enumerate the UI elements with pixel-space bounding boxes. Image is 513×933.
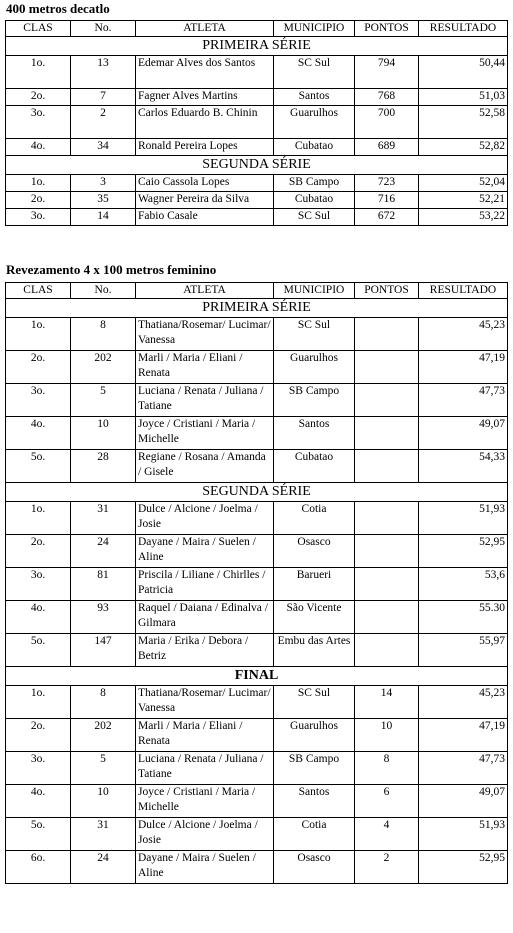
cell-atleta: Thatiana/Rosemar/ Lucimar/ Vanessa (136, 686, 274, 719)
table-row (6, 175, 508, 192)
cell-atleta: Dulce / Alcione / Joelma / Josie (136, 502, 274, 535)
cell-pontos (355, 450, 419, 483)
cell-pontos: 794 (355, 56, 419, 89)
cell-municipio: SC Sul (274, 686, 355, 719)
cell-resultado: 52,95 (419, 851, 508, 884)
table-row (6, 450, 508, 483)
header-clas: CLAS (6, 283, 71, 299)
cell-no: 202 (71, 719, 136, 752)
table-row (6, 851, 508, 884)
cell-clas: 5o. (6, 634, 71, 667)
cell-pontos: 700 (355, 106, 419, 139)
cell-resultado: 53,6 (419, 568, 508, 601)
cell-atleta: Regiane / Rosana / Amanda / Gisele (136, 450, 274, 483)
section-title-decatlo: 400 metros decatlo (6, 1, 110, 16)
cell-pontos: 10 (355, 719, 419, 752)
cell-municipio: Guarulhos (274, 106, 355, 139)
cell-no: 13 (71, 56, 136, 89)
table-row (6, 417, 508, 450)
cell-pontos: 716 (355, 192, 419, 209)
cell-atleta: Raquel / Daiana / Edinalva / Gilmara (136, 601, 274, 634)
cell-municipio: SC Sul (274, 209, 355, 226)
cell-pontos (355, 318, 419, 351)
cell-no: 28 (71, 450, 136, 483)
table-row (6, 601, 508, 634)
cell-no: 5 (71, 752, 136, 785)
cell-no: 24 (71, 851, 136, 884)
table-row (6, 785, 508, 818)
cell-no: 8 (71, 318, 136, 351)
cell-pontos: 14 (355, 686, 419, 719)
cell-municipio: SC Sul (274, 318, 355, 351)
cell-clas: 5o. (6, 450, 71, 483)
cell-resultado: 54,33 (419, 450, 508, 483)
table-row (6, 818, 508, 851)
cell-clas: 1o. (6, 175, 71, 192)
cell-resultado: 50,44 (419, 56, 508, 89)
table-row (6, 719, 508, 752)
cell-municipio: Barueri (274, 568, 355, 601)
table-row (6, 192, 508, 209)
cell-atleta: Fagner Alves Martins (136, 89, 274, 106)
cell-clas: 3o. (6, 384, 71, 417)
header-resultado: RESULTADO (419, 283, 508, 299)
header-resultado: RESULTADO (419, 21, 508, 37)
series-heading-row (6, 299, 508, 318)
table-row (6, 502, 508, 535)
table-row (6, 209, 508, 226)
table-row (6, 686, 508, 719)
cell-atleta: Priscila / Liliane / Chirlles / Patricia (136, 568, 274, 601)
header-no: No. (71, 283, 136, 299)
cell-no: 3 (71, 175, 136, 192)
cell-municipio: SB Campo (274, 384, 355, 417)
cell-pontos: 8 (355, 752, 419, 785)
cell-atleta: Maria / Erika / Debora / Betriz (136, 634, 274, 667)
cell-resultado: 52,82 (419, 139, 508, 156)
cell-resultado: 51,93 (419, 818, 508, 851)
cell-resultado: 53,22 (419, 209, 508, 226)
table-row (6, 56, 508, 89)
cell-clas: 4o. (6, 139, 71, 156)
cell-atleta: Marli / Maria / Eliani / Renata (136, 719, 274, 752)
cell-municipio: São Vicente (274, 601, 355, 634)
series-heading: FINAL (6, 667, 508, 686)
cell-pontos (355, 634, 419, 667)
cell-clas: 3o. (6, 568, 71, 601)
cell-municipio: Osasco (274, 851, 355, 884)
cell-no: 34 (71, 139, 136, 156)
cell-resultado: 52,04 (419, 175, 508, 192)
cell-pontos (355, 502, 419, 535)
cell-clas: 2o. (6, 192, 71, 209)
cell-pontos: 6 (355, 785, 419, 818)
cell-clas: 2o. (6, 535, 71, 568)
cell-no: 31 (71, 502, 136, 535)
cell-resultado: 51,93 (419, 502, 508, 535)
cell-clas: 4o. (6, 601, 71, 634)
cell-no: 8 (71, 686, 136, 719)
cell-resultado: 45,23 (419, 318, 508, 351)
table-row (6, 106, 508, 139)
table-header-row (6, 283, 508, 299)
cell-pontos (355, 601, 419, 634)
series-heading-row (6, 483, 508, 502)
table-header-row (6, 21, 508, 37)
header-atleta: ATLETA (136, 283, 274, 299)
cell-municipio: SC Sul (274, 56, 355, 89)
cell-no: 24 (71, 535, 136, 568)
cell-municipio: Cotia (274, 818, 355, 851)
cell-resultado: 55.30 (419, 601, 508, 634)
cell-clas: 4o. (6, 785, 71, 818)
series-heading: PRIMEIRA SÉRIE (6, 299, 508, 318)
cell-pontos (355, 417, 419, 450)
cell-clas: 4o. (6, 417, 71, 450)
cell-no: 81 (71, 568, 136, 601)
cell-municipio: Cubatao (274, 139, 355, 156)
cell-pontos: 672 (355, 209, 419, 226)
cell-resultado: 51,03 (419, 89, 508, 106)
table-row (6, 89, 508, 106)
cell-clas: 1o. (6, 502, 71, 535)
cell-resultado: 52,21 (419, 192, 508, 209)
cell-resultado: 47,73 (419, 752, 508, 785)
table-row (6, 139, 508, 156)
cell-clas: 6o. (6, 851, 71, 884)
cell-atleta: Luciana / Renata / Juliana / Tatiane (136, 384, 274, 417)
cell-resultado: 47,73 (419, 384, 508, 417)
cell-pontos (355, 351, 419, 384)
header-atleta: ATLETA (136, 21, 274, 37)
series-heading-row (6, 156, 508, 175)
cell-pontos: 4 (355, 818, 419, 851)
header-pontos: PONTOS (355, 283, 419, 299)
cell-no: 2 (71, 106, 136, 139)
cell-pontos (355, 384, 419, 417)
series-heading: PRIMEIRA SÉRIE (6, 37, 508, 56)
cell-municipio: Cotia (274, 502, 355, 535)
cell-no: 93 (71, 601, 136, 634)
cell-pontos (355, 535, 419, 568)
cell-clas: 2o. (6, 89, 71, 106)
cell-atleta: Dulce / Alcione / Joelma / Josie (136, 818, 274, 851)
header-municipio: MUNICIPIO (274, 21, 355, 37)
cell-resultado: 49,07 (419, 785, 508, 818)
cell-resultado: 55,97 (419, 634, 508, 667)
cell-municipio: Guarulhos (274, 351, 355, 384)
cell-clas: 2o. (6, 719, 71, 752)
cell-no: 202 (71, 351, 136, 384)
cell-atleta: Wagner Pereira da Silva (136, 192, 274, 209)
cell-resultado: 52,95 (419, 535, 508, 568)
cell-pontos: 768 (355, 89, 419, 106)
cell-atleta: Joyce / Cristiani / Maria / Michelle (136, 785, 274, 818)
cell-municipio: Santos (274, 785, 355, 818)
series-heading: SEGUNDA SÉRIE (6, 156, 508, 175)
cell-municipio: Osasco (274, 535, 355, 568)
cell-clas: 1o. (6, 686, 71, 719)
table-row (6, 351, 508, 384)
cell-clas: 1o. (6, 56, 71, 89)
table-row (6, 634, 508, 667)
cell-atleta: Marli / Maria / Eliani / Renata (136, 351, 274, 384)
cell-clas: 5o. (6, 818, 71, 851)
cell-atleta: Ronald Pereira Lopes (136, 139, 274, 156)
cell-clas: 3o. (6, 106, 71, 139)
cell-resultado: 47,19 (419, 351, 508, 384)
table-row (6, 568, 508, 601)
cell-atleta: Thatiana/Rosemar/ Lucimar/ Vanessa (136, 318, 274, 351)
section-title-revezamento: Revezamento 4 x 100 metros feminino (6, 262, 217, 277)
cell-atleta: Edemar Alves dos Santos (136, 56, 274, 89)
cell-clas: 3o. (6, 752, 71, 785)
series-heading: SEGUNDA SÉRIE (6, 483, 508, 502)
cell-pontos: 689 (355, 139, 419, 156)
cell-no: 14 (71, 209, 136, 226)
cell-resultado: 49,07 (419, 417, 508, 450)
cell-no: 10 (71, 785, 136, 818)
cell-municipio: Santos (274, 89, 355, 106)
cell-resultado: 47,19 (419, 719, 508, 752)
cell-atleta: Carlos Eduardo B. Chinin (136, 106, 274, 139)
header-no: No. (71, 21, 136, 37)
cell-atleta: Luciana / Renata / Juliana / Tatiane (136, 752, 274, 785)
cell-municipio: Cubatao (274, 450, 355, 483)
cell-pontos: 723 (355, 175, 419, 192)
cell-atleta: Dayane / Maira / Suelen / Aline (136, 851, 274, 884)
results-table-revezamento (5, 282, 508, 884)
cell-clas: 2o. (6, 351, 71, 384)
cell-clas: 1o. (6, 318, 71, 351)
cell-atleta: Fabio Casale (136, 209, 274, 226)
results-table-decatlo (5, 20, 508, 226)
cell-resultado: 52,58 (419, 106, 508, 139)
cell-atleta: Dayane / Maira / Suelen / Aline (136, 535, 274, 568)
header-pontos: PONTOS (355, 21, 419, 37)
series-heading-row (6, 667, 508, 686)
cell-no: 5 (71, 384, 136, 417)
cell-no: 31 (71, 818, 136, 851)
cell-atleta: Joyce / Cristiani / Maria / Michelle (136, 417, 274, 450)
table-row (6, 384, 508, 417)
cell-municipio: SB Campo (274, 752, 355, 785)
cell-pontos: 2 (355, 851, 419, 884)
cell-resultado: 45,23 (419, 686, 508, 719)
series-heading-row (6, 37, 508, 56)
header-clas: CLAS (6, 21, 71, 37)
cell-atleta: Caio Cassola Lopes (136, 175, 274, 192)
cell-no: 147 (71, 634, 136, 667)
table-row (6, 318, 508, 351)
cell-no: 35 (71, 192, 136, 209)
cell-municipio: Cubatao (274, 192, 355, 209)
cell-clas: 3o. (6, 209, 71, 226)
cell-municipio: Santos (274, 417, 355, 450)
cell-municipio: Embu das Artes (274, 634, 355, 667)
header-municipio: MUNICIPIO (274, 283, 355, 299)
table-row (6, 535, 508, 568)
cell-no: 7 (71, 89, 136, 106)
cell-municipio: SB Campo (274, 175, 355, 192)
cell-municipio: Guarulhos (274, 719, 355, 752)
cell-no: 10 (71, 417, 136, 450)
cell-pontos (355, 568, 419, 601)
table-row (6, 752, 508, 785)
